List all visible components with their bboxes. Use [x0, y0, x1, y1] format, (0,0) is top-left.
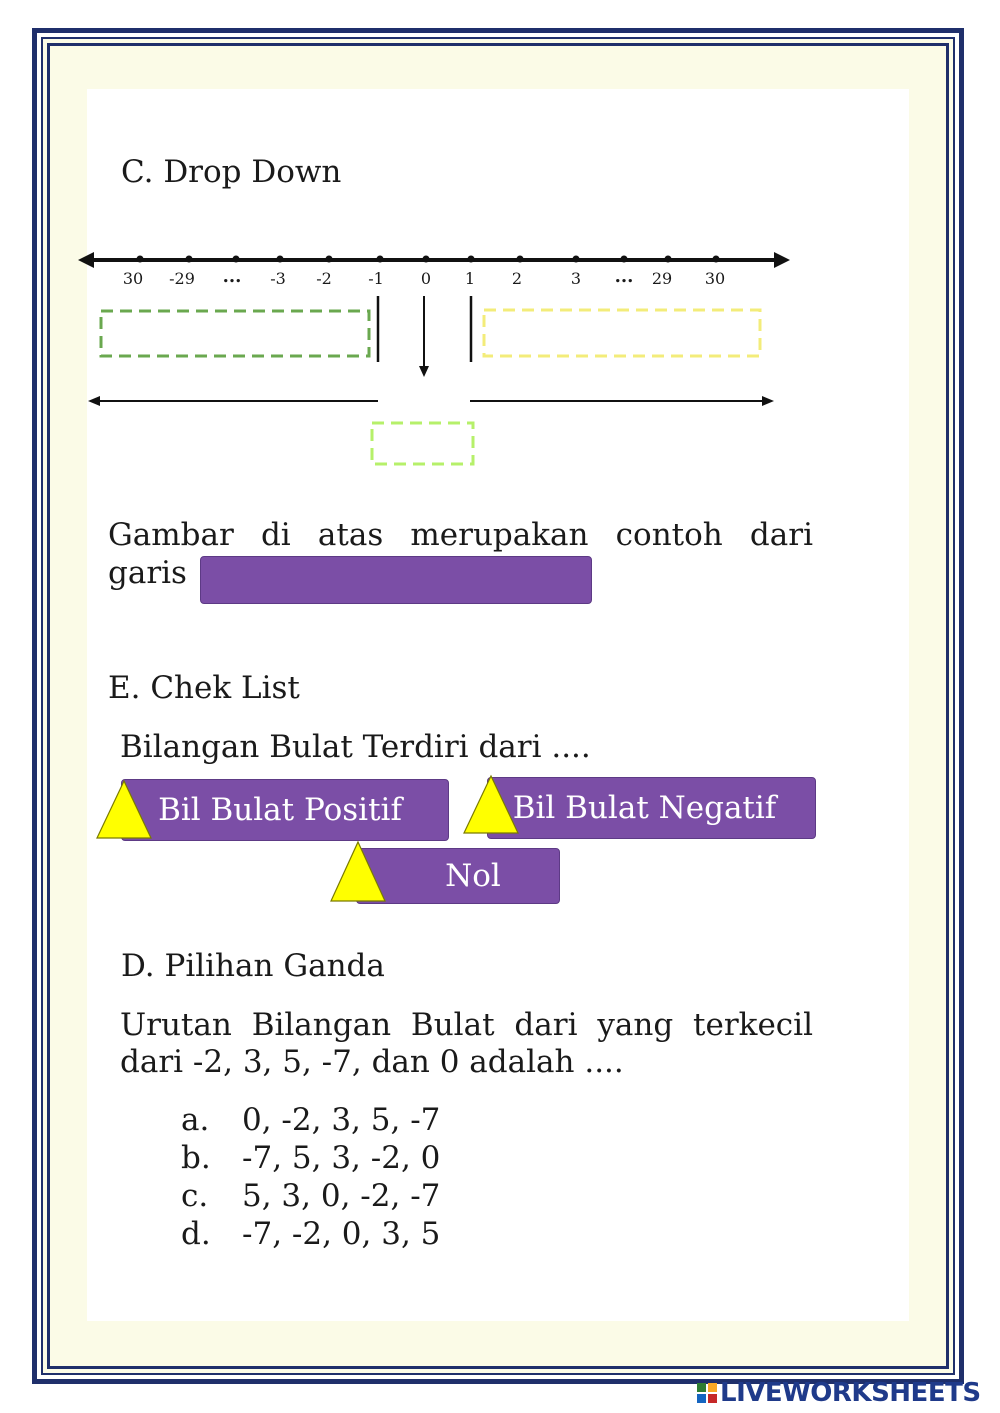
number-line-label: 29: [651, 269, 673, 288]
zero-down-arrowhead: [419, 366, 429, 377]
choice-c-letter: c.: [181, 1178, 209, 1214]
section-e-title: E. Chek List: [108, 670, 300, 706]
number-line-label: 3: [570, 269, 582, 288]
negative-answer-box: [101, 311, 369, 356]
section-d-question-line-1: Urutan Bilangan Bulat dari yang terkecil: [120, 1007, 813, 1043]
left-direction-arrowhead: [88, 396, 100, 406]
number-line-tick: [423, 256, 430, 263]
number-line-label: ...: [222, 266, 242, 287]
number-line-tick: [573, 256, 580, 263]
checkbox-triangle-icon[interactable]: [462, 774, 520, 836]
number-line-label: 1: [464, 269, 476, 288]
number-line-label: -29: [169, 269, 195, 288]
number-line-tick: [277, 256, 284, 263]
choice-a[interactable]: [181, 1102, 440, 1138]
section-e-question: Bilangan Bulat Terdiri dari ....: [120, 729, 591, 765]
number-line-tick: [186, 256, 193, 263]
positive-answer-box: [484, 310, 760, 356]
checklist-option-negative-label: Bil Bulat Negatif: [512, 790, 777, 826]
statement-line-2: garis: [108, 555, 187, 591]
choice-b[interactable]: [181, 1140, 440, 1176]
number-line-label: 2: [511, 269, 523, 288]
number-line-label: 30: [122, 269, 144, 288]
number-line-tick: [468, 256, 475, 263]
choice-c[interactable]: [181, 1178, 440, 1214]
number-line-label: -3: [270, 269, 286, 288]
number-line-tick: [665, 256, 672, 263]
number-line-tick: [137, 256, 144, 263]
section-c-title: C. Drop Down: [121, 154, 342, 190]
statement-line-1: Gambar di atas merupakan contoh dari: [108, 517, 813, 553]
choice-c-text: 5, 3, 0, -2, -7: [242, 1178, 441, 1214]
choice-d-letter: d.: [181, 1216, 211, 1252]
number-line-tick: [517, 256, 524, 263]
liveworksheets-brand: LIVEWORKSHEETS: [720, 1378, 981, 1408]
checklist-option-positive-label: Bil Bulat Positif: [158, 792, 402, 828]
choice-a-text: 0, -2, 3, 5, -7: [242, 1102, 441, 1138]
choice-b-text: -7, 5, 3, -2, 0: [242, 1140, 441, 1176]
number-line-label: -2: [316, 269, 332, 288]
right-direction-arrowhead: [762, 396, 774, 406]
choice-d[interactable]: [181, 1216, 440, 1252]
number-line-tick: [377, 256, 384, 263]
number-line-right-arrow: [774, 252, 790, 268]
choice-b-letter: b.: [181, 1140, 211, 1176]
number-line-diagram: [0, 0, 1000, 480]
section-d-title: D. Pilihan Ganda: [121, 948, 385, 984]
checklist-option-negative[interactable]: [487, 777, 816, 839]
checklist-option-positive[interactable]: [121, 779, 449, 841]
dropdown-answer-field[interactable]: [200, 556, 592, 604]
number-line-tick: [621, 256, 628, 263]
section-d-question-line-2: dari -2, 3, 5, -7, dan 0 adalah ....: [120, 1044, 624, 1080]
choice-a-letter: a.: [181, 1102, 210, 1138]
zero-answer-box: [372, 423, 473, 464]
number-line-tick: [713, 256, 720, 263]
liveworksheets-logo: [697, 1378, 981, 1408]
choice-d-text: -7, -2, 0, 3, 5: [242, 1216, 441, 1252]
number-line-label: -1: [368, 269, 384, 288]
checkbox-triangle-icon[interactable]: [95, 779, 153, 841]
checklist-option-zero-label: Nol: [445, 858, 501, 894]
number-line-left-arrow: [78, 252, 94, 268]
number-line-tick: [326, 256, 333, 263]
number-line-label: 0: [420, 269, 432, 288]
liveworksheets-logo-icon: [697, 1383, 717, 1403]
number-line-label: ...: [614, 266, 634, 287]
number-line-tick: [233, 256, 240, 263]
checkbox-triangle-icon[interactable]: [329, 840, 387, 904]
number-line-label: 30: [704, 269, 726, 288]
